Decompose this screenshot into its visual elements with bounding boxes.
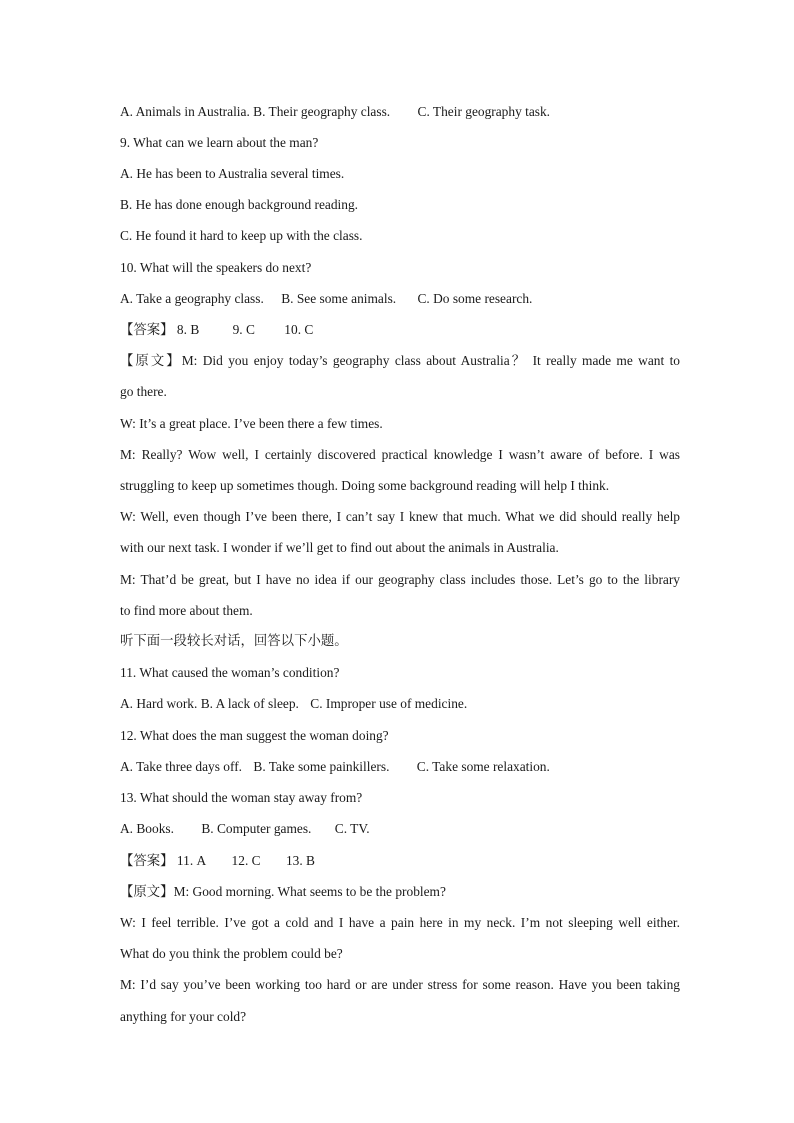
transcript-line: M: Really? Wow well, I certainly discovered practical knowledge I wasn’t aware of before. I was bbox=[120, 447, 680, 462]
q10-option-a: A. Take a geography class. bbox=[120, 291, 264, 306]
q9-option-a: A. He has been to Australia several times. bbox=[120, 166, 345, 181]
answer-item: 10. C bbox=[284, 322, 314, 337]
answer-item: 8. B bbox=[176, 322, 200, 337]
transcript-line: go there. bbox=[120, 384, 167, 399]
transcript-line: What do you think the problem could be? bbox=[120, 946, 343, 961]
transcript-line: anything for your cold? bbox=[120, 1009, 247, 1024]
transcript-line bbox=[120, 884, 680, 901]
q13-option-c: C. TV. bbox=[334, 821, 370, 836]
q12-question: 12. What does the man suggest the woman doing? bbox=[120, 728, 389, 743]
q8-option-c: C. Their geography task. bbox=[417, 104, 551, 119]
q10-question: 10. What will the speakers do next? bbox=[120, 260, 312, 275]
q8-option-b: B. Their geography class. bbox=[253, 104, 391, 119]
transcript-line: M: That’d be great, but I have no idea if our geography class includes those. Let’s go to the library bbox=[120, 572, 680, 587]
answer-label: 【答案】 bbox=[120, 854, 174, 869]
q10-option-c: C. Do some research. bbox=[417, 291, 533, 306]
q11-option-c: C. Improper use of medicine. bbox=[310, 696, 468, 711]
q8-options bbox=[120, 104, 680, 120]
q8-option-a: A. Animals in Australia. bbox=[120, 104, 250, 119]
q9-option-c: C. He found it hard to keep up with the class. bbox=[120, 228, 363, 243]
q11-option-a: A. Hard work. bbox=[120, 696, 198, 711]
answer-line-1 bbox=[120, 322, 680, 339]
q11-option-b: B. A lack of sleep. bbox=[200, 696, 299, 711]
transcript-label: 【原文】 bbox=[120, 354, 182, 369]
answer-item: 12. C bbox=[231, 853, 261, 868]
answer-label: 【答案】 bbox=[120, 323, 174, 338]
transcript-line: W: It’s a great place. I’ve been there a few times. bbox=[120, 416, 383, 431]
transcript-line: with our next task. I wonder if we’ll get to find out about the animals in Australia. bbox=[120, 540, 559, 555]
q12-option-b: B. Take some painkillers. bbox=[253, 759, 390, 774]
q9-option-b: B. He has done enough background reading. bbox=[120, 197, 358, 212]
transcript-text: M: Good morning. What seems to be the problem? bbox=[173, 884, 446, 899]
transcript-line: struggling to keep up sometimes though. Doing some background reading will help I think. bbox=[120, 478, 610, 493]
answer-item: 13. B bbox=[285, 853, 315, 868]
q13-options bbox=[120, 821, 680, 837]
section-instruction: 听下面一段较长对话，回答以下小题。 bbox=[120, 634, 348, 649]
transcript-line: M: I’d say you’ve been working too hard or are under stress for some reason. Have you been taking bbox=[120, 977, 680, 992]
q10-option-b: B. See some animals. bbox=[281, 291, 397, 306]
q12-option-a: A. Take three days off. bbox=[120, 759, 243, 774]
transcript-label: 【原文】 bbox=[120, 885, 174, 900]
q11-question: 11. What caused the woman’s condition? bbox=[120, 665, 340, 680]
answer-line-2 bbox=[120, 853, 680, 870]
transcript-line bbox=[120, 353, 680, 370]
q13-question: 13. What should the woman stay away from? bbox=[120, 790, 363, 805]
answer-item: 9. C bbox=[232, 322, 255, 337]
q13-option-a: A. Books. bbox=[120, 821, 174, 836]
transcript-text: M: Did you enjoy today’s geography class about Australia？ It really made me want to bbox=[181, 353, 681, 368]
q11-options bbox=[120, 696, 680, 712]
transcript-line: W: Well, even though I’ve been there, I can’t say I knew that much. What we did should really help bbox=[120, 509, 680, 524]
transcript-line: W: I feel terrible. I’ve got a cold and I have a pain here in my neck. I’m not sleeping well either. bbox=[120, 915, 680, 930]
q13-option-b: B. Computer games. bbox=[201, 821, 312, 836]
q10-options bbox=[120, 291, 680, 307]
answer-item: 11. A bbox=[176, 853, 207, 868]
q9-question: 9. What can we learn about the man? bbox=[120, 135, 319, 150]
transcript-line: to find more about them. bbox=[120, 603, 253, 618]
document-page bbox=[120, 0, 680, 1123]
q12-option-c: C. Take some relaxation. bbox=[416, 759, 550, 774]
q12-options bbox=[120, 759, 680, 775]
